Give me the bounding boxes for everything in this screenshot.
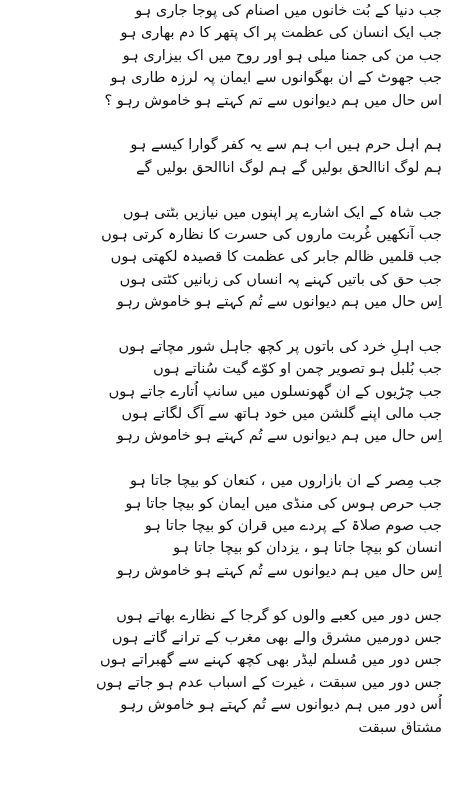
poem-line: جب قلمیں ظالم جابر کی عظمت کا قصیدہ لکھتی ہوں: [110, 249, 442, 266]
poem-line: اس حال میں ہم دیوانوں سے تم کہتے ہو خاموش رہو ؟: [104, 92, 442, 109]
poem-line: جب اہلِ خرد کی باتوں پر کچھ جاہل شور مچاتے ہوں: [118, 338, 442, 355]
poem-line: جس دورمیں مشرق والے بھی مغرب کے ترانے گاتے ہوں: [111, 629, 442, 646]
poem-line: انسان کو بیچا جاتا ہو ، یزدان کو بیچا جاتا ہو: [173, 540, 442, 557]
poem-line: اُس دور میں ہم دیوانوں سے تُم کہتے ہو خاموش رہو: [120, 697, 442, 714]
stanza-5: [6, 470, 442, 582]
poem-line: جب آنکھیں غُربت ماروں کی حسرت کا نظارہ کرتی ہوں: [101, 226, 442, 243]
poem-line: جب صوم صلاۃ کے پردے میں قران کو بیچا جاتا ہو: [144, 517, 442, 534]
poem-line: جب من کی جمنا میلی ہو اور روح میں اک بیزاری ہو: [122, 47, 442, 64]
stanza-3: [6, 202, 442, 314]
poem-line: جس دور میں کعبے والوں کو گرجا کے نظارے بھاتے ہوں: [116, 607, 442, 624]
stanza-6: [6, 605, 442, 717]
poem-line: جس دور میں سبقت ، غیرت کے اسباب عدم ہو جاتے ہوں: [96, 674, 442, 691]
poem-line: جب جھوٹ کے ان بھگوانوں سے ایمان پہ لرزہ طاری ہو: [110, 70, 442, 87]
poem-line: جب ایک انسان کی عظمت پر اک پتھر کا دم بھاری ہو: [120, 25, 442, 42]
stanza-gap: [6, 448, 442, 470]
poem-line: اِس حال میں ہم دیوانوں سے تُم کہتے ہو خاموش رہو: [116, 294, 442, 311]
stanza-gap: [6, 179, 442, 201]
poem-line: جب دنیا کے بُت خانوں میں اصنام کی پوجا جاری ہو: [135, 3, 442, 19]
stanza-2: [6, 134, 442, 179]
poem-line: جب حرص ہوس کی منڈی میں ایمان کو بیچا جاتا ہو: [125, 495, 442, 512]
poem-line: جب بُلبل ہو تصویر چمن او کوّے گیت سُناتے ہوں: [153, 361, 442, 378]
poem-line: ہم اہل حرم ہیں اب ہم سے یہ کفر گوارا کیسے ہو: [130, 137, 442, 154]
poem-line: جب مِصر کے ان بازاروں میں ، کنعان کو بیچا جاتا ہو: [129, 473, 442, 490]
stanza-1: [6, 0, 442, 112]
poem-line: اِس حال میں ہم دیوانوں سے تُم کہتے ہو خاموش رہو: [116, 428, 442, 445]
poem-line: جب شاہ کے ایک اشارے پر اپنوں میں نیازیں بٹتی ہوں: [122, 204, 442, 221]
poem-line: اِس حال میں ہم دیوانوں سے تُم کہتے ہو خاموش رہو: [116, 562, 442, 579]
poet-name: مشتاق سبقت: [358, 719, 442, 736]
poem-line: جب مالی اپنے گلشن میں خود ہاتھ سے آگ لگاتے ہوں: [121, 406, 442, 423]
poem-line: جب چڑیوں کے ان گھونسلوں میں سانپ اُتارے جاتے ہوں: [108, 383, 442, 400]
stanza-gap: [6, 582, 442, 604]
poem-line: جب حق کی باتیں کہنے پہ انساں کی زبانیں کٹتی ہوں: [119, 271, 442, 288]
poem-line: جس دور میں مُسلم لیڈر بھی کچھ کہنے سے گھبراتے ہوں: [99, 652, 442, 669]
stanza-4: [6, 336, 442, 448]
stanza-gap: [6, 112, 442, 134]
stanza-gap: [6, 313, 442, 335]
poem-line: ہم لوگ اناالحق بولیں گے ہم لوگ اناالحق بولیں گے: [136, 159, 442, 176]
